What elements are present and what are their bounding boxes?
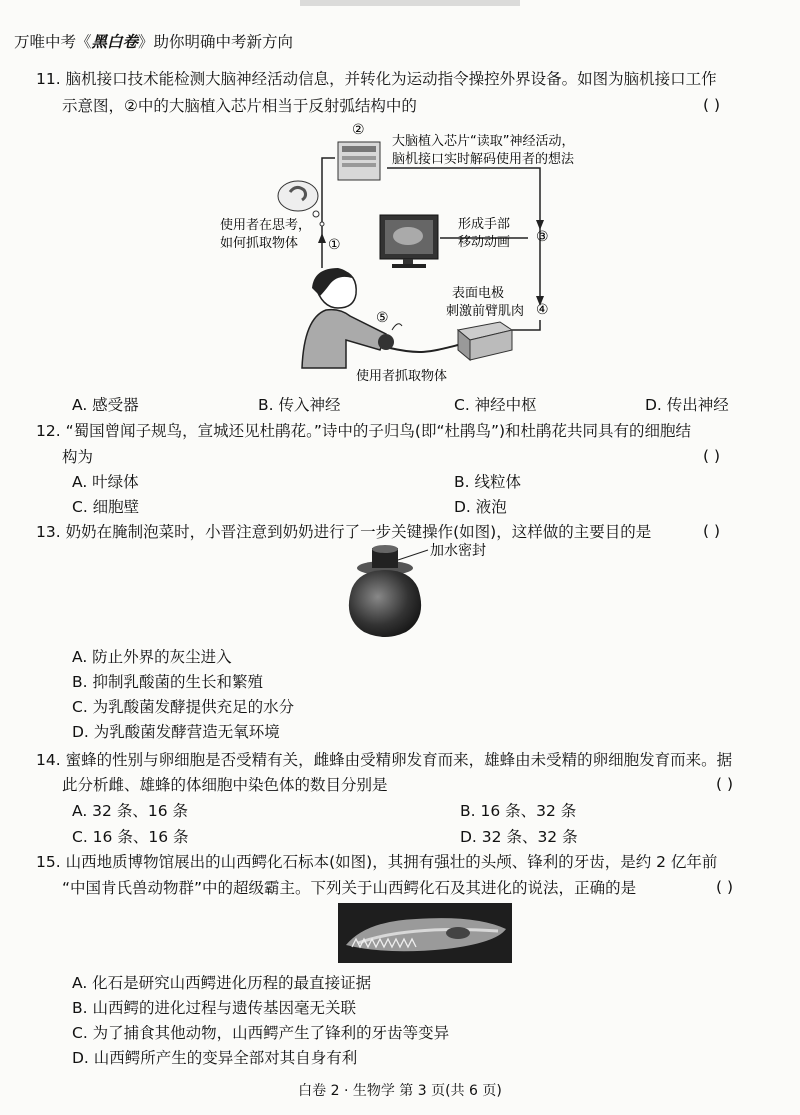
page-header: 万唯中考《黑白卷》助你明确中考新方向: [14, 33, 294, 51]
q11-line1: 11. 脑机接口技术能检测大脑神经活动信息，并转化为运动指令操控外界设备。如图为脑机接口工作: [36, 70, 717, 88]
q14-answer-paren: ( ): [716, 775, 734, 793]
q12-option-a: A. 叶绿体: [72, 473, 139, 491]
q11-line2: 示意图，②中的大脑植入芯片相当于反射弧结构中的: [62, 97, 417, 115]
pickle-jar-figure: [340, 540, 520, 640]
q11-option-a: A. 感受器: [72, 396, 139, 414]
label-1: ①: [328, 237, 341, 253]
q14-option-b: B. 16 条、32 条: [460, 802, 577, 820]
q12-line2: 构为: [62, 448, 94, 466]
q14-option-c: C. 16 条、16 条: [72, 828, 189, 846]
q12-option-b: B. 线粒体: [454, 473, 521, 491]
q15-option-a: A. 化石是研究山西鳄进化历程的最直接证据: [72, 974, 372, 992]
page-footer: 白卷 2 · 生物学 第 3 页(共 6 页): [298, 1083, 502, 1099]
q11-answer-paren: ( ): [703, 96, 721, 114]
q13-option-c: C. 为乳酸菌发酵提供充足的水分: [72, 698, 295, 716]
q11-option-d: D. 传出神经: [645, 396, 729, 414]
chip-label-1: 大脑植入芯片“读取”神经活动，: [392, 134, 575, 149]
label-5: ⑤: [376, 310, 389, 326]
q15-answer-paren: ( ): [716, 878, 734, 896]
chip-label-2: 脑机接口实时解码使用者的想法: [392, 152, 575, 167]
label-4: ④: [536, 302, 549, 318]
stimulator-device-icon: [458, 322, 512, 360]
label-3: ③: [536, 229, 549, 245]
q15-option-d: D. 山西鳄所产生的变异全部对其自身有利: [72, 1049, 358, 1067]
emg-label-2: 刺激前臂肌肉: [446, 304, 525, 319]
anim-label-1: 形成手部: [458, 217, 511, 232]
q14-option-a: A. 32 条、16 条: [72, 802, 188, 820]
q15-line2: “中国肯氏兽动物群”中的超级霸主。下列关于山西鳄化石及其进化的说法，正确的是: [62, 879, 637, 897]
q15-option-c: C. 为了捕食其他动物，山西鳄产生了锋利的牙齿等变异: [72, 1024, 450, 1042]
anim-label-2: 移动动画: [458, 235, 511, 250]
q15-option-b: B. 山西鳄的进化过程与遗传基因毫无关联: [72, 999, 356, 1017]
think-label-1: 使用者在思考，: [220, 218, 312, 233]
pickle-jar-icon: [349, 545, 421, 637]
brand-name: 黑白卷: [91, 33, 139, 51]
jar-label: 加水密封: [430, 543, 486, 559]
q12-line1: 12. “蜀国曾闻子规鸟，宣城还见杜鹃花。”诗中的子归鸟(即“杜鹃鸟”)和杜鹃花共同具有的细胞结: [36, 422, 692, 440]
monitor-icon: [380, 215, 438, 268]
q11-option-c: C. 神经中枢: [454, 396, 537, 414]
q13-option-a: A. 防止外界的灰尘进入: [72, 648, 232, 666]
q14-line1: 14. 蜜蜂的性别与卵细胞是否受精有关，雌蜂由受精卵发育而来，雄蜂由未受精的卵细胞发育而来。据: [36, 751, 733, 769]
q13-line1: 13. 奶奶在腌制泡菜时，小晋注意到奶奶进行了一步关键操作(如图)，这样做的主要目的是: [36, 523, 652, 541]
think-label-2: 如何抓取物体: [220, 236, 299, 251]
q14-line2: 此分析雌、雄蜂的体细胞中染色体的数目分别是: [62, 776, 388, 794]
label-2: ②: [352, 122, 365, 138]
fossil-figure: [338, 903, 512, 963]
grab-label: 使用者抓取物体: [356, 369, 448, 384]
q14-option-d: D. 32 条、32 条: [460, 828, 578, 846]
brain-chip-computer-icon: [338, 142, 380, 180]
q13-answer-paren: ( ): [703, 522, 721, 540]
q15-line1: 15. 山西地质博物馆展出的山西鳄化石标本(如图)，其拥有强壮的头颅、锋利的牙齿，是约 2 亿年前: [36, 853, 718, 871]
q12-option-c: C. 细胞壁: [72, 498, 140, 516]
q13-option-d: D. 为乳酸菌发酵营造无氧环境: [72, 723, 280, 741]
q11-option-b: B. 传入神经: [258, 396, 341, 414]
emg-label-1: 表面电极: [452, 286, 505, 301]
q12-answer-paren: ( ): [703, 447, 721, 465]
q12-option-d: D. 液泡: [454, 498, 507, 516]
q13-option-b: B. 抑制乳酸菌的生长和繁殖: [72, 673, 263, 691]
